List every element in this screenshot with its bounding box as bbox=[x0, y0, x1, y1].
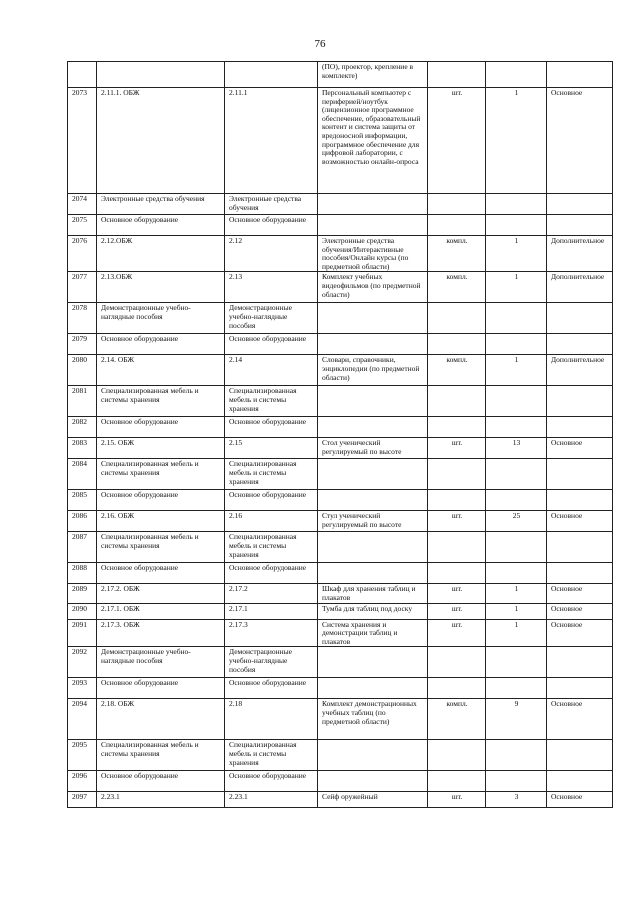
row-number-cell: 2094 bbox=[68, 699, 97, 740]
row-number-cell: 2081 bbox=[68, 386, 97, 417]
item-name-cell bbox=[318, 334, 428, 355]
equipment-type-cell bbox=[547, 417, 613, 438]
quantity-cell bbox=[486, 459, 547, 490]
table-row bbox=[68, 792, 613, 808]
item-name-cell: Сейф оружейный bbox=[318, 792, 428, 808]
unit-cell bbox=[428, 334, 486, 355]
quantity-cell bbox=[486, 678, 547, 699]
item-code-cell: 2.17.2. ОБЖ bbox=[97, 584, 225, 603]
unit-cell bbox=[428, 303, 486, 334]
quantity-cell bbox=[486, 563, 547, 584]
item-name-cell bbox=[318, 215, 428, 236]
row-number-cell: 2096 bbox=[68, 771, 97, 792]
item-code-cell: Специализированная мебель и системы хранения bbox=[97, 459, 225, 490]
item-code-cell: 2.12.ОБЖ bbox=[97, 236, 225, 272]
row-number-cell: 2092 bbox=[68, 647, 97, 678]
quantity-cell: 1 bbox=[486, 236, 547, 272]
item-short-code-cell: Основное оборудование bbox=[225, 490, 318, 511]
unit-cell bbox=[428, 563, 486, 584]
equipment-type-cell: Основное bbox=[547, 511, 613, 532]
item-name-cell bbox=[318, 563, 428, 584]
item-name-cell bbox=[318, 740, 428, 771]
item-code-cell: Основное оборудование bbox=[97, 490, 225, 511]
unit-cell: шт. bbox=[428, 511, 486, 532]
item-code-cell: Основное оборудование bbox=[97, 771, 225, 792]
equipment-type-cell bbox=[547, 647, 613, 678]
item-code-cell: 2.18. ОБЖ bbox=[97, 699, 225, 740]
item-short-code-cell: Основное оборудование bbox=[225, 771, 318, 792]
item-code-cell: Электронные средства обучения bbox=[97, 194, 225, 215]
equipment-type-cell: Дополнительное bbox=[547, 272, 613, 303]
item-short-code-cell: Специализированная мебель и системы хранения bbox=[225, 386, 318, 417]
row-number-cell: 2082 bbox=[68, 417, 97, 438]
row-number-cell: 2091 bbox=[68, 619, 97, 647]
item-short-code-cell: 2.18 bbox=[225, 699, 318, 740]
item-code-cell: 2.23.1 bbox=[97, 792, 225, 808]
item-code-cell: Специализированная мебель и системы хранения bbox=[97, 740, 225, 771]
item-short-code-cell: Основное оборудование bbox=[225, 563, 318, 584]
item-name-cell bbox=[318, 303, 428, 334]
table-row bbox=[68, 603, 613, 619]
item-short-code-cell: Демонстрационные учебно-наглядные пособия bbox=[225, 647, 318, 678]
quantity-cell: 1 bbox=[486, 584, 547, 603]
row-number-cell: 2074 bbox=[68, 194, 97, 215]
item-code-cell bbox=[97, 62, 225, 88]
item-name-cell bbox=[318, 771, 428, 792]
table-row bbox=[68, 511, 613, 532]
item-name-cell bbox=[318, 678, 428, 699]
row-number-cell: 2075 bbox=[68, 215, 97, 236]
item-name-cell: Комплект учебных видеофильмов (по предметной области) bbox=[318, 272, 428, 303]
quantity-cell: 1 bbox=[486, 603, 547, 619]
quantity-cell bbox=[486, 62, 547, 88]
unit-cell: шт. bbox=[428, 619, 486, 647]
item-name-cell: Стол ученический регулируемый по высоте bbox=[318, 438, 428, 459]
item-name-cell: Система хранения и демонстрации таблиц и плакатов bbox=[318, 619, 428, 647]
unit-cell bbox=[428, 740, 486, 771]
item-short-code-cell: Основное оборудование bbox=[225, 678, 318, 699]
item-code-cell: 2.15. ОБЖ bbox=[97, 438, 225, 459]
item-short-code-cell: 2.14 bbox=[225, 355, 318, 386]
row-number-cell: 2097 bbox=[68, 792, 97, 808]
item-short-code-cell: 2.17.2 bbox=[225, 584, 318, 603]
table-row bbox=[68, 272, 613, 303]
table-row bbox=[68, 355, 613, 386]
quantity-cell: 9 bbox=[486, 699, 547, 740]
equipment-type-cell bbox=[547, 490, 613, 511]
item-name-cell: Словари, справочники, энциклопедии (по предметной области) bbox=[318, 355, 428, 386]
equipment-type-cell: Основное bbox=[547, 584, 613, 603]
item-name-cell: Электронные средства обучения/Интерактивные пособия/Онлайн курсы (по предметной области) bbox=[318, 236, 428, 272]
row-number-cell: 2073 bbox=[68, 88, 97, 194]
equipment-type-cell bbox=[547, 740, 613, 771]
item-name-cell bbox=[318, 417, 428, 438]
item-short-code-cell: Специализированная мебель и системы хранения bbox=[225, 459, 318, 490]
row-number-cell: 2095 bbox=[68, 740, 97, 771]
equipment-table bbox=[67, 61, 613, 808]
equipment-type-cell: Основное bbox=[547, 619, 613, 647]
table-row bbox=[68, 459, 613, 490]
item-short-code-cell: 2.17.1 bbox=[225, 603, 318, 619]
equipment-type-cell bbox=[547, 334, 613, 355]
item-code-cell: Специализированная мебель и системы хранения bbox=[97, 386, 225, 417]
unit-cell bbox=[428, 215, 486, 236]
unit-cell: шт. bbox=[428, 438, 486, 459]
quantity-cell: 1 bbox=[486, 88, 547, 194]
quantity-cell bbox=[486, 334, 547, 355]
quantity-cell bbox=[486, 647, 547, 678]
item-code-cell: 2.17.3. ОБЖ bbox=[97, 619, 225, 647]
unit-cell: шт. bbox=[428, 584, 486, 603]
row-number-cell: 2084 bbox=[68, 459, 97, 490]
table-row bbox=[68, 236, 613, 272]
item-name-cell bbox=[318, 647, 428, 678]
row-number-cell: 2086 bbox=[68, 511, 97, 532]
unit-cell: компл. bbox=[428, 355, 486, 386]
item-name-cell bbox=[318, 386, 428, 417]
row-number-cell: 2078 bbox=[68, 303, 97, 334]
item-short-code-cell: Специализированная мебель и системы хранения bbox=[225, 740, 318, 771]
item-short-code-cell bbox=[225, 62, 318, 88]
quantity-cell bbox=[486, 740, 547, 771]
quantity-cell bbox=[486, 194, 547, 215]
page-number: 76 bbox=[314, 38, 326, 50]
row-number-cell: 2077 bbox=[68, 272, 97, 303]
table-row bbox=[68, 88, 613, 194]
table-row bbox=[68, 62, 613, 88]
item-code-cell: Основное оборудование bbox=[97, 563, 225, 584]
quantity-cell: 1 bbox=[486, 619, 547, 647]
table-row bbox=[68, 490, 613, 511]
quantity-cell: 25 bbox=[486, 511, 547, 532]
item-code-cell: Специализированная мебель и системы хранения bbox=[97, 532, 225, 563]
item-short-code-cell: 2.11.1 bbox=[225, 88, 318, 194]
item-short-code-cell: Основное оборудование bbox=[225, 215, 318, 236]
equipment-type-cell: Основное bbox=[547, 438, 613, 459]
unit-cell: шт. bbox=[428, 88, 486, 194]
row-number-cell bbox=[68, 62, 97, 88]
item-code-cell: Демонстрационные учебно-наглядные пособия bbox=[97, 647, 225, 678]
item-code-cell: 2.14. ОБЖ bbox=[97, 355, 225, 386]
unit-cell bbox=[428, 532, 486, 563]
item-short-code-cell: 2.13 bbox=[225, 272, 318, 303]
item-code-cell: Демонстрационные учебно-наглядные пособия bbox=[97, 303, 225, 334]
table-row bbox=[68, 438, 613, 459]
equipment-type-cell bbox=[547, 62, 613, 88]
item-short-code-cell: Специализированная мебель и системы хранения bbox=[225, 532, 318, 563]
item-short-code-cell: 2.17.3 bbox=[225, 619, 318, 647]
item-short-code-cell: 2.12 bbox=[225, 236, 318, 272]
equipment-type-cell bbox=[547, 532, 613, 563]
table-row bbox=[68, 584, 613, 603]
item-code-cell: Основное оборудование bbox=[97, 678, 225, 699]
table-row bbox=[68, 647, 613, 678]
item-short-code-cell: 2.23.1 bbox=[225, 792, 318, 808]
item-name-cell: Тумба для таблиц под доску bbox=[318, 603, 428, 619]
equipment-type-cell: Основное bbox=[547, 699, 613, 740]
unit-cell bbox=[428, 417, 486, 438]
unit-cell bbox=[428, 386, 486, 417]
item-code-cell: 2.16. ОБЖ bbox=[97, 511, 225, 532]
unit-cell bbox=[428, 771, 486, 792]
unit-cell: компл. bbox=[428, 272, 486, 303]
equipment-type-cell: Основное bbox=[547, 88, 613, 194]
quantity-cell bbox=[486, 215, 547, 236]
item-code-cell: 2.13.ОБЖ bbox=[97, 272, 225, 303]
row-number-cell: 2080 bbox=[68, 355, 97, 386]
equipment-type-cell bbox=[547, 771, 613, 792]
equipment-type-cell: Основное bbox=[547, 603, 613, 619]
item-name-cell: Комплект демонстрационных учебных таблиц (по предметной области) bbox=[318, 699, 428, 740]
item-code-cell: Основное оборудование bbox=[97, 334, 225, 355]
equipment-type-cell bbox=[547, 194, 613, 215]
quantity-cell bbox=[486, 386, 547, 417]
equipment-type-cell: Дополнительное bbox=[547, 355, 613, 386]
table-row bbox=[68, 678, 613, 699]
item-code-cell: Основное оборудование bbox=[97, 215, 225, 236]
item-short-code-cell: 2.15 bbox=[225, 438, 318, 459]
item-short-code-cell: Основное оборудование bbox=[225, 334, 318, 355]
item-name-cell: Шкаф для хранения таблиц и плакатов bbox=[318, 584, 428, 603]
table-row bbox=[68, 619, 613, 647]
quantity-cell bbox=[486, 490, 547, 511]
row-number-cell: 2083 bbox=[68, 438, 97, 459]
item-name-cell bbox=[318, 490, 428, 511]
row-number-cell: 2090 bbox=[68, 603, 97, 619]
table-row bbox=[68, 417, 613, 438]
quantity-cell bbox=[486, 532, 547, 563]
table-row bbox=[68, 334, 613, 355]
unit-cell bbox=[428, 459, 486, 490]
unit-cell: шт. bbox=[428, 792, 486, 808]
quantity-cell bbox=[486, 771, 547, 792]
table-row bbox=[68, 740, 613, 771]
unit-cell: шт. bbox=[428, 603, 486, 619]
unit-cell: компл. bbox=[428, 699, 486, 740]
unit-cell: компл. bbox=[428, 236, 486, 272]
unit-cell bbox=[428, 647, 486, 678]
row-number-cell: 2089 bbox=[68, 584, 97, 603]
item-short-code-cell: Электронные средства обучения bbox=[225, 194, 318, 215]
item-name-cell bbox=[318, 459, 428, 490]
item-name-cell bbox=[318, 532, 428, 563]
equipment-type-cell bbox=[547, 386, 613, 417]
quantity-cell bbox=[486, 303, 547, 334]
unit-cell bbox=[428, 490, 486, 511]
table-row bbox=[68, 194, 613, 215]
item-code-cell: Основное оборудование bbox=[97, 417, 225, 438]
unit-cell bbox=[428, 62, 486, 88]
item-code-cell: 2.11.1. ОБЖ bbox=[97, 88, 225, 194]
quantity-cell bbox=[486, 417, 547, 438]
equipment-type-cell: Основное bbox=[547, 792, 613, 808]
item-name-cell: Стул ученический регулируемый по высоте bbox=[318, 511, 428, 532]
table-row bbox=[68, 303, 613, 334]
table-row bbox=[68, 699, 613, 740]
equipment-type-cell bbox=[547, 215, 613, 236]
row-number-cell: 2076 bbox=[68, 236, 97, 272]
item-short-code-cell: 2.16 bbox=[225, 511, 318, 532]
equipment-type-cell: Дополнительное bbox=[547, 236, 613, 272]
table-row bbox=[68, 563, 613, 584]
row-number-cell: 2085 bbox=[68, 490, 97, 511]
quantity-cell: 3 bbox=[486, 792, 547, 808]
unit-cell bbox=[428, 678, 486, 699]
equipment-type-cell bbox=[547, 678, 613, 699]
item-code-cell: 2.17.1. ОБЖ bbox=[97, 603, 225, 619]
equipment-type-cell bbox=[547, 459, 613, 490]
row-number-cell: 2079 bbox=[68, 334, 97, 355]
equipment-type-cell bbox=[547, 563, 613, 584]
quantity-cell: 13 bbox=[486, 438, 547, 459]
table-row bbox=[68, 215, 613, 236]
quantity-cell: 1 bbox=[486, 355, 547, 386]
table-row bbox=[68, 771, 613, 792]
item-name-cell: (ПО), проектор, крепление в комплекте) bbox=[318, 62, 428, 88]
row-number-cell: 2087 bbox=[68, 532, 97, 563]
table-row bbox=[68, 532, 613, 563]
item-short-code-cell: Основное оборудование bbox=[225, 417, 318, 438]
item-name-cell: Персональный компьютер с периферией/ноутбук (лицензионное программное обеспечение, образовательный контент и система защиты от вредоносной информации, программное обеспечение для цифровой лаборатории, с возможностью онлайн-опроса bbox=[318, 88, 428, 194]
unit-cell bbox=[428, 194, 486, 215]
row-number-cell: 2093 bbox=[68, 678, 97, 699]
quantity-cell: 1 bbox=[486, 272, 547, 303]
item-short-code-cell: Демонстрационные учебно-наглядные пособия bbox=[225, 303, 318, 334]
row-number-cell: 2088 bbox=[68, 563, 97, 584]
equipment-type-cell bbox=[547, 303, 613, 334]
table-row bbox=[68, 386, 613, 417]
item-name-cell bbox=[318, 194, 428, 215]
